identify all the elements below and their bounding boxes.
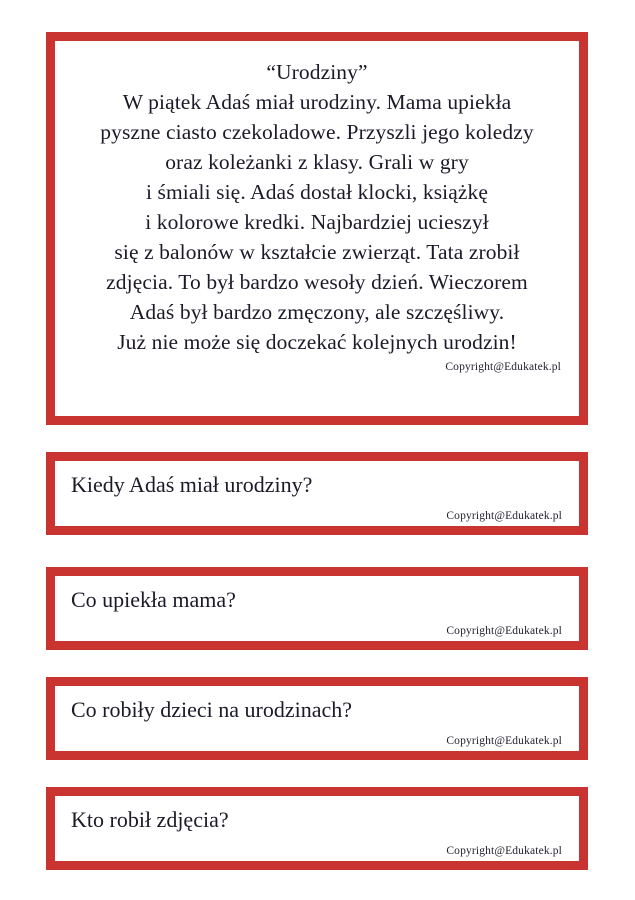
copyright-notice: Copyright@Edukatek.pl (445, 361, 561, 373)
passage-title: “Urodziny” (266, 60, 368, 84)
question-card-2 (46, 567, 588, 650)
passage-line: Adaś był bardzo zmęczony, ale szczęśliwy. (129, 300, 505, 324)
passage-line: i kolorowe kredki. Najbardziej ucieszył (145, 210, 489, 234)
passage-line: i śmiali się. Adaś dostał klocki, książkę (145, 180, 489, 204)
passage-line: pyszne ciasto czekoladowe. Przyszli jego koledzy (100, 120, 534, 144)
question-text: Co upiekła mama? (71, 587, 236, 612)
question-card-1 (46, 452, 588, 535)
passage-line: się z balonów w kształcie zwierząt. Tata zrobił (114, 240, 520, 264)
copyright-notice: Copyright@Edukatek.pl (446, 735, 562, 747)
question-card-4 (46, 787, 588, 870)
question-text: Kto robił zdjęcia? (71, 807, 229, 832)
reading-passage-card (46, 32, 588, 425)
copyright-notice: Copyright@Edukatek.pl (446, 510, 562, 522)
passage-line: oraz koleżanki z klasy. Grali w gry (165, 150, 469, 174)
passage-line: W piątek Adaś miał urodziny. Mama upiekła (122, 90, 512, 114)
question-card-3 (46, 677, 588, 760)
question-text: Kiedy Adaś miał urodziny? (71, 472, 313, 497)
passage-line: Już nie może się doczekać kolejnych urodzin! (117, 330, 517, 354)
question-text: Co robiły dzieci na urodzinach? (71, 697, 353, 722)
copyright-notice: Copyright@Edukatek.pl (446, 625, 562, 637)
passage-text-block (69, 57, 565, 357)
passage-line: zdjęcia. To był bardzo wesoły dzień. Wieczorem (106, 270, 528, 294)
copyright-notice: Copyright@Edukatek.pl (446, 845, 562, 857)
